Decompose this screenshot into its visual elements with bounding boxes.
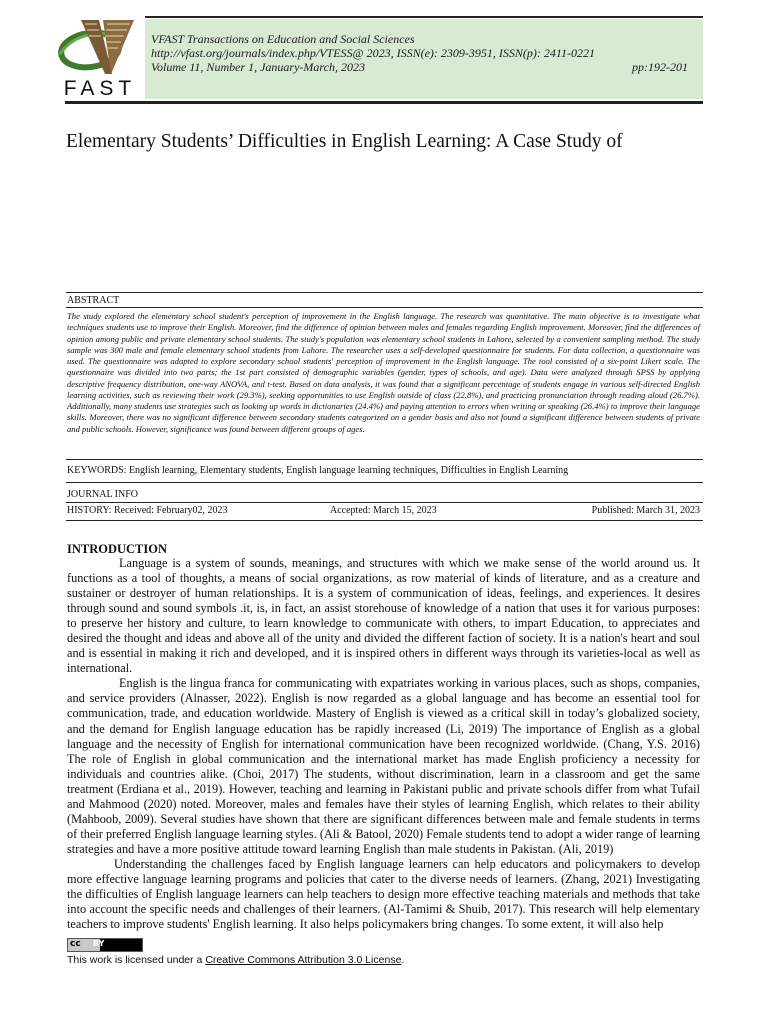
intro-paragraph-3: Understanding the challenges faced by English language learners can help educators and policymakers to develop more effective language learning programs and policies that cater to the diverse needs of learners. (Zhang, 2021) Investigating the difficulties of English language learners can help teachers to design more effective teaching materials and methods that take into account the specific needs and challenges of their learners. (Al-Tamimi & Shuib, 2017). This research will help elementary teachers to improve students' English learning. It also helps policymakers bring changes. To some extent, it will also help — [67, 856, 700, 932]
keywords-rule — [66, 482, 703, 483]
abstract-top-rule — [66, 292, 703, 293]
cc-badge-by: BY — [93, 939, 105, 948]
cc-by-badge-icon — [67, 938, 143, 952]
journal-header-text — [151, 32, 696, 74]
journal-url-issn: http://vfast.org/journals/index.php/VTESS@ 2023, ISSN(e): 2309-3951, ISSN(p): 2411-0221 — [151, 46, 595, 60]
paper-title: Elementary Students’ Difficulties in English Learning: A Case Study of — [66, 131, 623, 152]
header-top-rule — [145, 16, 703, 18]
introduction-body — [67, 556, 700, 932]
page-range: pp:192-201 — [632, 60, 688, 74]
history-published: Published: March 31, 2023 — [591, 505, 700, 516]
header-bottom-rule — [65, 101, 703, 104]
journal-info-rule — [66, 502, 703, 503]
journal-info-label: JOURNAL INFO — [67, 489, 139, 500]
history-bottom-rule — [66, 520, 703, 521]
keywords: KEYWORDS: English learning, Elementary students, English language learning techniques, Difficulties in English Learning — [67, 465, 569, 476]
history-row — [67, 505, 700, 517]
journal-volume-row — [151, 60, 696, 74]
abstract-heading-rule — [66, 307, 703, 308]
abstract-bottom-rule — [66, 459, 703, 460]
cc-badge-label: cc — [70, 939, 81, 949]
history-received: HISTORY: Received: February02, 2023 — [67, 505, 228, 516]
intro-paragraph-2: English is the lingua franca for communicating with expatriates working in various places, such as shops, companies, and service providers (Alnasser, 2022). English is now regarded as a global language and has become an essential tool for communication, trade, and education worldwide. Mastery of English is viewed as a critical skill in today’s globalized society, and the demand for English language education has be rapidly increased (Li, 2019) The importance of English as a global language and the necessity of English for international communication have been recognized worldwide. (Chang, Y.S. 2016) The role of English in global communication and the international market has made English proficiency a necessity for individuals and countries alike. (Choi, 2017) The students, without discrimination, learn in a classroom and get the same treatment (Erdiana et al., 2019). However, teaching and learning in Pakistani public and private schools differ from what Tufail and Mahmood (2020) noted. Moreover, males and females have their styles of learning English, which relates to their ability (Mahboob, 2009). Several studies have shown that there are significant differences between male and female students in terms of their preferred English language learning styles. (Ali & Batool, 2020) Female students tend to adopt a wider range of learning strategies and have a more positive attitude toward learning English than male students in Pakistan. (Ali, 2019) — [67, 676, 700, 856]
introduction-heading: INTRODUCTION — [67, 542, 168, 556]
logo-wordmark: FAST — [63, 77, 137, 100]
license-notice — [67, 954, 404, 966]
journal-name: VFAST Transactions on Education and Social Sciences — [151, 32, 415, 46]
history-accepted: Accepted: March 15, 2023 — [330, 505, 437, 516]
abstract-heading: ABSTRACT — [67, 295, 120, 306]
intro-paragraph-1: Language is a system of sounds, meanings, and structures with which we make sense of the world around us. It functions as a tool of thoughts, a means of social organizations, as row material of kinds of literature, and as a creature and sustainer or destroyer of human relationships. It is a system of communication of ideas, feelings, and experiences. It desires through sound and sound symbols .it, is, in fact, an assist storehouse of knowledge of a nation that uses it for various purposes: to preserve her history and culture, to learn knowledge to communicate with others, to impart Education, to appreciates and desired the thought and ideas and above all of the unity and divided the different faction of society. It is a nation's heart and soul and is essential in making it rich and developed, and it is inspired others in different ways through its varieties-local as well as international. — [67, 556, 700, 676]
abstract-text: The study explored the elementary school student's perception of improvement in the English language. The research was quantitative. The main objective is to investigate what techniques students use to improve their English. Moreover, find the difference of opinion between males and females regarding English improvement. Moreover, find the differences of opinion among public and private elementary school students. The study's population was elementary school students in Lahore, selected by a convenient sampling method. The study sample was 300 male and female elementary school students from Lahore. The researcher uses a self-developed questionnaire for students. For data collection, a questionnaire was used. The questionnaire was adapted to explore secondary school students' perception of improvement in the English language. The tool consisted of a six-point Likert scale. The questionnaire was divided into two parts; the 1st part consisted of demographic variables (gender, types of schools, and age). Data were analyzed through SPSS by applying descriptive frequency distribution, one-way ANOVA, and t-test. Based on data analysis, it was found that a significant percentage of students engage in various self-directed English learning activities, such as reviewing their work (29.3%), seeking opportunities to use English outside of class (22.8%), and practicing pronunciation through reading aloud (26.7%). Additionally, many students use strategies such as looking up words in dictionaries (24.4%) and paying attention to errors when writing or speaking (26.4%) to improve their language skills. Moreover, there was no significant difference between secondary students categorized on a gender basis and also not found a significant difference between students of private and public schools. However, significance was found between different groups of ages. — [67, 311, 700, 434]
license-suffix: . — [401, 954, 405, 966]
license-link[interactable]: Creative Commons Attribution 3.0 License — [205, 954, 402, 966]
license-prefix: This work is licensed under a — [67, 954, 206, 966]
journal-volume: Volume 11, Number 1, January-March, 2023 — [151, 60, 365, 74]
